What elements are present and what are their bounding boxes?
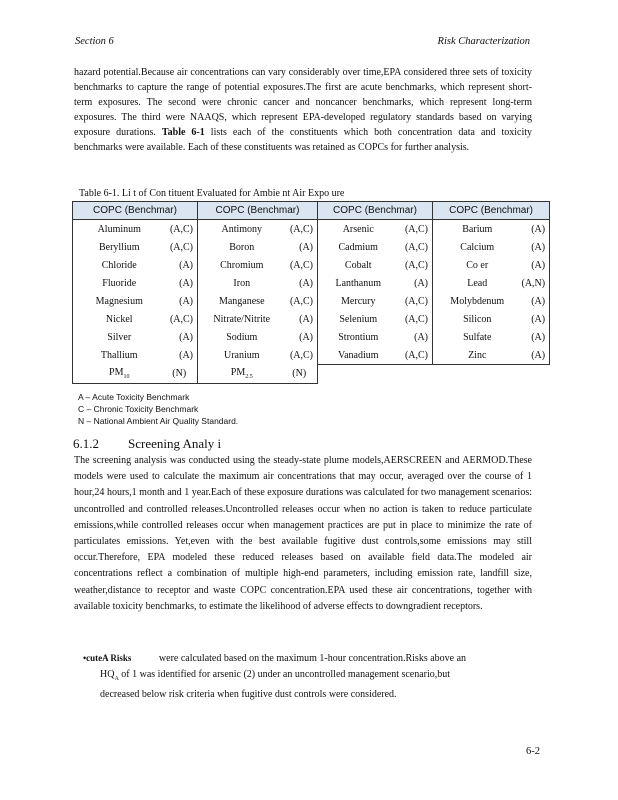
bullet-text-line2-body: of 1 was identified for arsenic (2) under an uncontrolled management scenario,but [121,668,451,680]
constituent-name: Nitrate/Nitrite [198,310,286,328]
constituent-name [198,365,286,384]
constituent-name: Silicon [433,310,522,328]
benchmark-code: (A) [522,238,550,256]
benchmark-code: (N) [166,365,198,384]
table-row [73,292,550,310]
intro-paragraph [74,65,532,155]
benchmark-code: (N) [286,365,318,384]
benchmark-code: (A) [166,256,198,274]
benchmark-code: (A) [399,274,433,292]
table-row [73,220,550,239]
constituent-name: Calcium [433,238,522,256]
bullet-text-line2 [83,667,533,688]
column-header: COPC (Benchmar) [433,202,550,220]
page-number: 6-2 [526,746,540,757]
constituent-name: Chloride [73,256,166,274]
benchmark-code: (A) [166,346,198,365]
benchmark-code: (A,C) [399,292,433,310]
constituent-name: Silver [73,328,166,346]
constituent-name: Manganese [198,292,286,310]
constituent-name: Lanthanum [318,274,399,292]
pm-base: PM [109,367,124,378]
benchmark-code: (A,C) [166,238,198,256]
intro-paragraph-text: hazard potential.Because air concentrations can vary considerably over time,EPA considered three sets of toxicity benchmarks to capture the range of potential exposures.The first are acute benchmarks, which represent short-term exposures. The second were chronic cancer and noncancer benchmarks, which represent long-term exposures. The third were NAAQS, which represent EPA-developed regulatory standards based on varying exposure durations. [74,67,532,138]
constituent-name: Aluminum [73,220,166,239]
benchmark-code: (A) [166,328,198,346]
constituent-name: Sodium [198,328,286,346]
constituent-name: Mercury [318,292,399,310]
constituent-name: Arsenic [318,220,399,239]
benchmark-code: (A,C) [286,220,318,239]
constituent-name: Beryllium [73,238,166,256]
constituent-name: Magnesium [73,292,166,310]
constituent-name: Molybdenum [433,292,522,310]
benchmark-code: (A) [522,328,550,346]
constituent-name [73,365,166,384]
benchmark-code: (A,C) [399,256,433,274]
table-row [73,256,550,274]
constituent-name: Vanadium [318,346,399,365]
column-header: COPC (Benchmar) [73,202,198,220]
table-row [73,365,550,384]
benchmark-code: (A) [522,256,550,274]
pm-subscript: 2.5 [245,374,253,380]
hq-label: HQ [100,668,115,680]
table-header-row [73,202,550,220]
constituent-name: Antimony [198,220,286,239]
bullet-text-line1: were calculated based on the maximum 1-hour concentration.Risks above an [158,653,467,664]
benchmark-code: (A) [522,292,550,310]
benchmark-code: (A) [522,310,550,328]
constituent-name: Cobalt [318,256,399,274]
benchmark-code: (A) [522,346,550,365]
header-section-label: Section 6 [75,36,114,47]
benchmark-code: (A) [286,274,318,292]
empty-cell [399,365,433,384]
note-acute: A – Acute Toxicity Benchmark [78,392,190,402]
intro-paragraph-tail: lists each of the constituents which both concentration data and toxicity benchmarks were available. Each of these constituents was retained as COPCs for further analysis. [74,127,533,153]
table-row [73,310,550,328]
bullet-text-line3: decreased below risk criteria when fugitive dust controls were considered. [100,689,397,700]
table-row [73,274,550,292]
note-chronic: C – Chronic Toxicity Benchmark [78,404,199,414]
constituent-name: Barium [433,220,522,239]
benchmark-code: (A,C) [166,310,198,328]
benchmark-code: (A) [166,292,198,310]
constituent-name: Boron [198,238,286,256]
note-naaqs: N – National Ambient Air Quality Standard. [78,416,239,426]
benchmark-code: (A,C) [166,220,198,239]
constituent-name: Cadmium [318,238,399,256]
benchmark-code: (A,C) [286,256,318,274]
table-row [73,346,550,365]
constituent-name: Nickel [73,310,166,328]
benchmark-code: (A,C) [399,220,433,239]
column-header: COPC (Benchmar) [198,202,318,220]
bullet-lead: •cuteA Risks [83,653,132,663]
pm-subscript: 10 [123,374,130,380]
pm-base: PM [230,367,246,378]
constituent-name: Fluoride [73,274,166,292]
benchmark-code: (A,C) [286,346,318,365]
bullet-acute-risks [83,651,533,703]
constituent-name: Co er [433,256,522,274]
table-row [73,238,550,256]
constituent-name: Lead [433,274,522,292]
benchmark-code: (A) [399,328,433,346]
benchmark-code: (A) [166,274,198,292]
benchmark-code: (A) [286,238,318,256]
screening-paragraph: The screening analysis was conducted using the steady-state plume models,AERSCREEN and AERMOD.These models were used to calculate the maximum air concentrations that may occur, averaged over the course of 1 hour,24 hours,1 month and 1 year.Each of these exposure durations was calculated for two management scenarios: uncontrolled and controlled releases.Uncontrolled releases occur when no action is taken to reduce particulate emissions,while controlled releases occur when management practices are put in place to minimize the rate of particulates emissions. Yet,even with the best available fugitive dust controls,some emissions may still occur.Therefore, EPA modeled these reduced releases based on available field data.The modeled air concentrations reflect a combination of multiple high-end parameters, including emission rate, landfill size, weather,distance to receptor and waste COPC concentration.EPA used these air concentrations, together with available toxicity benchmarks, to estimate the likelihood of adverse effects to downgradient receptors. [74,455,532,612]
section-heading [73,436,221,452]
benchmark-code: (A,C) [399,346,433,365]
benchmark-code: (A,C) [399,310,433,328]
constituent-name: Chromium [198,256,286,274]
hq-subscript: A [114,675,119,682]
constituent-name: Sulfate [433,328,522,346]
table-notes [78,391,238,427]
constituent-name: Selenium [318,310,399,328]
table-caption: Table 6-1. Li t of Con tituent Evaluated for Ambie nt Air Expo ure [79,188,345,199]
empty-cell [318,365,399,384]
constituent-name: Iron [198,274,286,292]
benchmark-code: (A,C) [286,292,318,310]
constituent-name: Zinc [433,346,522,365]
table-reference: Table 6-1 [161,127,205,138]
column-header: COPC (Benchmar) [318,202,433,220]
header-chapter-title: Risk Characterization [437,36,530,47]
section-title: Screening Analy i [128,436,222,451]
section-number: 6.1.2 [73,436,99,451]
empty-cell [522,365,550,384]
constituent-name: Thallium [73,346,166,365]
table-row [73,328,550,346]
constituent-name: Strontium [318,328,399,346]
benchmark-code: (A) [286,310,318,328]
empty-cell [433,365,522,384]
benchmark-code: (A) [286,328,318,346]
benchmark-code: (A) [522,220,550,239]
benchmark-code: (A,C) [399,238,433,256]
copc-table [72,201,550,384]
constituent-name: Uranium [198,346,286,365]
benchmark-code: (A,N) [522,274,550,292]
